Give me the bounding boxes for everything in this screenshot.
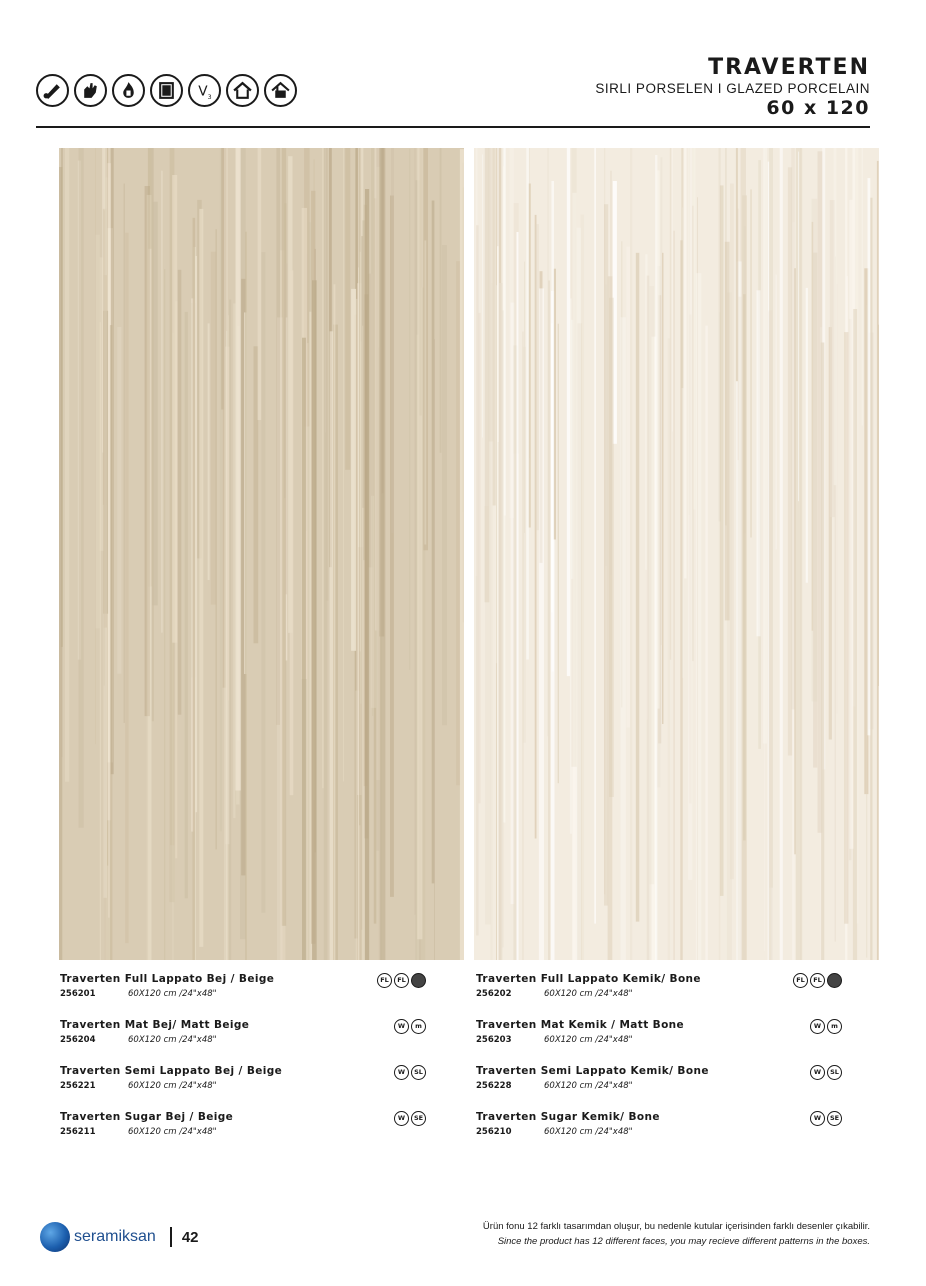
product-code: 256228 bbox=[476, 1081, 512, 1091]
product-name: Traverten Mat Kemik / Matt Bone bbox=[476, 1019, 685, 1031]
tile-image-beige bbox=[59, 148, 464, 960]
product-name: Traverten Full Lappato Kemik/ Bone bbox=[476, 973, 701, 985]
product-code: 256204 bbox=[60, 1035, 96, 1045]
v3-variation-icon bbox=[188, 74, 221, 107]
product-item bbox=[60, 1111, 432, 1157]
product-item bbox=[60, 1065, 432, 1111]
product-list-beige bbox=[60, 973, 432, 1157]
wall-floor-badge-icon: W bbox=[394, 1065, 409, 1080]
product-code: 256211 bbox=[60, 1127, 96, 1137]
finish-badges bbox=[394, 1019, 426, 1034]
v3-subscript: 3 bbox=[207, 93, 212, 101]
semi-lappato-badge-icon: SL bbox=[411, 1065, 426, 1080]
wall-floor-badge-icon: W bbox=[810, 1065, 825, 1080]
product-dimensions: 60X120 cm /24"x48" bbox=[128, 989, 217, 999]
sugar-effect-badge-icon: SE bbox=[411, 1111, 426, 1126]
product-item bbox=[476, 1019, 848, 1065]
product-list-bone bbox=[476, 973, 848, 1157]
product-name: Traverten Semi Lappato Kemik/ Bone bbox=[476, 1065, 709, 1077]
indoor-house-icon bbox=[226, 74, 259, 107]
product-dimensions: 60X120 cm /24"x48" bbox=[544, 1081, 633, 1091]
product-spec bbox=[60, 1081, 432, 1091]
sugar-effect-badge-icon: SE bbox=[827, 1111, 842, 1126]
product-spec bbox=[476, 1127, 848, 1137]
product-dimensions: 60X120 cm /24"x48" bbox=[544, 989, 633, 999]
product-spec bbox=[60, 989, 432, 999]
wall-floor-badge-icon: W bbox=[810, 1019, 825, 1034]
product-spec bbox=[476, 1035, 848, 1045]
matt-badge-icon: m bbox=[827, 1019, 842, 1034]
product-code: 256210 bbox=[476, 1127, 512, 1137]
product-code: 256202 bbox=[476, 989, 512, 999]
full-lappato-badge-icon: FL bbox=[394, 973, 409, 988]
finish-badges bbox=[793, 973, 842, 988]
note-turkish: Ürün fonu 12 farklı tasarımdan oluşur, bu nedenle kutular içerisinden farklı desenler çıkabilir. bbox=[482, 1221, 870, 1232]
wall-floor-badge-icon: W bbox=[810, 1111, 825, 1126]
wall-floor-badge-icon: W bbox=[394, 1111, 409, 1126]
finish-badges bbox=[810, 1111, 842, 1126]
pattern-note bbox=[483, 1219, 870, 1249]
footer-brand bbox=[40, 1222, 199, 1252]
fire-resistance-icon bbox=[112, 74, 145, 107]
outdoor-house-icon bbox=[264, 74, 297, 107]
glaze-brush-icon bbox=[36, 74, 69, 107]
series-title: TRAVERTEN bbox=[708, 55, 870, 80]
frost-resistance-icon bbox=[150, 74, 183, 107]
feature-icons-row bbox=[36, 74, 297, 107]
seramiksan-logo-icon bbox=[40, 1222, 70, 1252]
relief-3d-badge-icon bbox=[411, 973, 426, 988]
matt-badge-icon: m bbox=[411, 1019, 426, 1034]
product-code: 256201 bbox=[60, 989, 96, 999]
product-dimensions: 60X120 cm /24"x48" bbox=[544, 1035, 633, 1045]
page-number: 42 bbox=[181, 1228, 199, 1246]
finish-badges bbox=[377, 973, 426, 988]
series-subtitle: SIRLI PORSELEN I GLAZED PORCELAIN bbox=[595, 81, 870, 96]
note-english: Since the product has 12 different faces, you may recieve different patterns in the boxes. bbox=[497, 1236, 870, 1247]
product-dimensions: 60X120 cm /24"x48" bbox=[128, 1127, 217, 1137]
product-spec bbox=[476, 1081, 848, 1091]
product-spec bbox=[476, 989, 848, 999]
tile-size: 60 x 120 bbox=[766, 97, 870, 119]
product-name: Traverten Mat Bej/ Matt Beige bbox=[60, 1019, 250, 1031]
product-name: Traverten Sugar Bej / Beige bbox=[60, 1111, 234, 1123]
product-item bbox=[60, 973, 432, 1019]
product-dimensions: 60X120 cm /24"x48" bbox=[128, 1035, 217, 1045]
product-item bbox=[60, 1019, 432, 1065]
v3-letter: V bbox=[198, 83, 208, 100]
hand-touch-icon bbox=[74, 74, 107, 107]
product-item bbox=[476, 1065, 848, 1111]
product-name: Traverten Semi Lappato Bej / Beige bbox=[60, 1065, 283, 1077]
product-code: 256203 bbox=[476, 1035, 512, 1045]
product-name: Traverten Sugar Kemik/ Bone bbox=[476, 1111, 660, 1123]
wall-floor-badge-icon: W bbox=[394, 1019, 409, 1034]
series-title-block bbox=[595, 56, 870, 119]
product-code: 256221 bbox=[60, 1081, 96, 1091]
product-spec bbox=[60, 1127, 432, 1137]
brand-name: seramiksan bbox=[74, 1228, 156, 1245]
footer-divider bbox=[170, 1227, 172, 1247]
product-dimensions: 60X120 cm /24"x48" bbox=[544, 1127, 633, 1137]
full-lappato-badge-icon: FL bbox=[810, 973, 825, 988]
finish-badges bbox=[810, 1019, 842, 1034]
product-item bbox=[476, 973, 848, 1019]
relief-3d-badge-icon bbox=[827, 973, 842, 988]
product-spec bbox=[60, 1035, 432, 1045]
product-name: Traverten Full Lappato Bej / Beige bbox=[60, 973, 275, 985]
finish-badges bbox=[810, 1065, 842, 1080]
tile-image-bone bbox=[474, 148, 879, 960]
semi-lappato-badge-icon: SL bbox=[827, 1065, 842, 1080]
wall-floor-badge-icon: FL bbox=[377, 973, 392, 988]
finish-badges bbox=[394, 1111, 426, 1126]
header-divider bbox=[36, 126, 870, 128]
product-item bbox=[476, 1111, 848, 1157]
finish-badges bbox=[394, 1065, 426, 1080]
wall-floor-badge-icon: FL bbox=[793, 973, 808, 988]
product-dimensions: 60X120 cm /24"x48" bbox=[128, 1081, 217, 1091]
